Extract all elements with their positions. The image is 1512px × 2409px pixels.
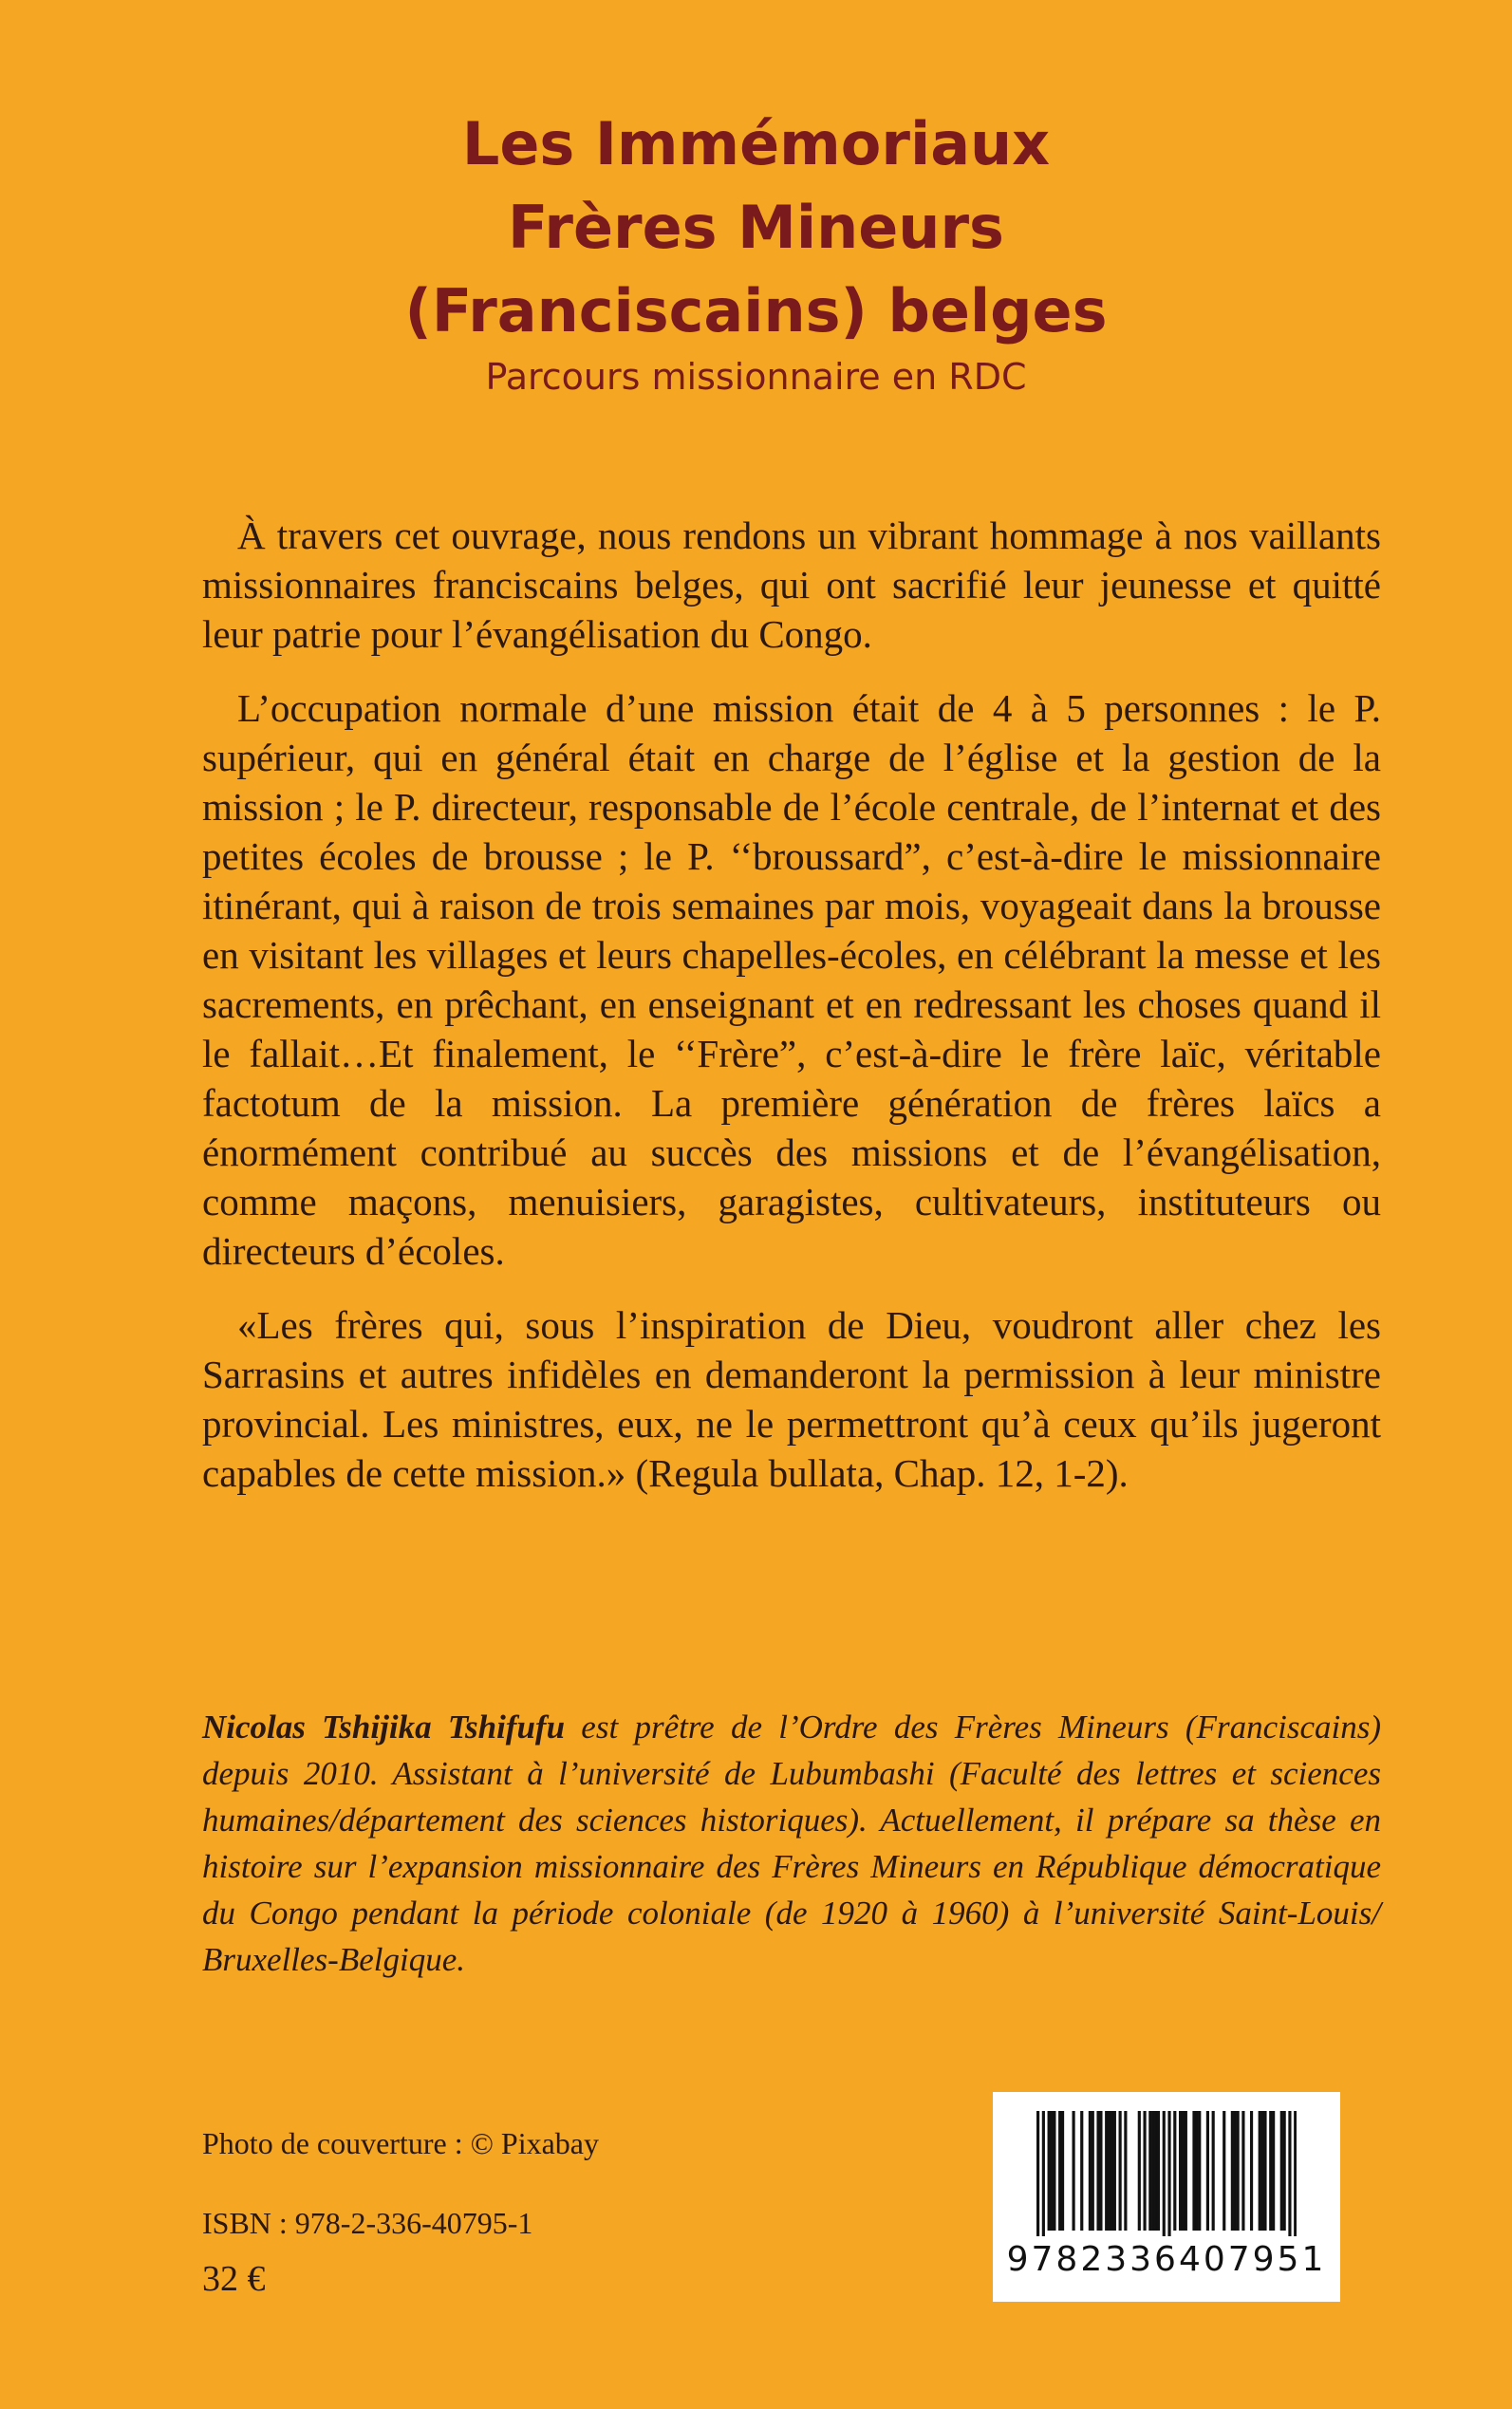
barcode-bar bbox=[1182, 2111, 1185, 2231]
back-cover-blurb bbox=[202, 511, 1381, 1522]
barcode-bar bbox=[1261, 2111, 1264, 2231]
blurb-paragraph: À travers cet ouvrage, nous rendons un vibrant hommage à nos vaillants missionnaires franciscains belges, qui ont sacrifié leur jeunesse et quitté leur patrie pour l’évangélisation du Congo. bbox=[202, 514, 1381, 656]
barcode-bar bbox=[1195, 2111, 1198, 2231]
author-bio-text: est prêtre de l’Ordre des Frères Mineurs (Franciscains) depuis 2010. Assistant à l’université de Lubumbashi (Faculté des lettres et sciences humaines/département des sciences historiques). Actuellement, il prépare sa thèse en histoire sur l’expansion missionnaire des Frères Mineurs en République démocratique du Congo pendant la période coloniale (de 1920 à 1960) à l’université Saint-Louis/ Bruxelles-Belgique. bbox=[202, 1709, 1381, 1978]
barcode-bar bbox=[1259, 2111, 1261, 2231]
barcode-bar bbox=[1263, 2111, 1266, 2231]
barcode-bar bbox=[1283, 2111, 1286, 2231]
barcode-bar bbox=[1061, 2111, 1064, 2231]
barcode-bar bbox=[1179, 2111, 1182, 2231]
barcode-bar bbox=[1089, 2111, 1092, 2231]
barcode-bar bbox=[1280, 2111, 1283, 2231]
barcode-bar bbox=[1111, 2111, 1113, 2231]
barcode-bar bbox=[1154, 2111, 1157, 2231]
barcode-bar bbox=[1105, 2111, 1108, 2231]
title-line: (Franciscains) belges bbox=[404, 276, 1108, 345]
barcode-bars bbox=[1036, 2111, 1297, 2236]
barcode-bar bbox=[1050, 2111, 1053, 2231]
barcode-bar bbox=[1108, 2111, 1111, 2231]
title-line: Frères Mineurs bbox=[508, 193, 1004, 262]
barcode-bar bbox=[1163, 2111, 1166, 2236]
barcode-bar bbox=[1241, 2111, 1244, 2231]
barcode-bar bbox=[1288, 2111, 1291, 2236]
barcode-bar bbox=[1080, 2111, 1083, 2231]
barcode-bar bbox=[1053, 2111, 1055, 2231]
author-bio bbox=[202, 1704, 1381, 1983]
barcode-bar bbox=[1099, 2111, 1102, 2231]
author-name: Nicolas Tshijika Tshifufu bbox=[202, 1709, 566, 1746]
title-line: Les Immémoriaux bbox=[461, 109, 1051, 178]
photo-credit: Photo de couverture : © Pixabay bbox=[202, 2126, 599, 2160]
barcode-bar bbox=[1206, 2111, 1209, 2231]
barcode-bar bbox=[1058, 2111, 1061, 2231]
barcode-digits: 9782336407951 bbox=[1006, 2240, 1327, 2279]
barcode-bar bbox=[1096, 2111, 1099, 2231]
barcode bbox=[993, 2092, 1340, 2302]
blurb-paragraph: L’occupation normale d’une mission était de 4 à 5 personnes : le P. supérieur, qui en général était en charge de l’église et la gestion de la mission ; le P. directeur, responsable de l’école centrale, de l’internat et des petites écoles de brousse ; le P. ‘‘broussard”, c’est-à-dire le missionnaire itinérant, qui à raison de trois semaines par mois, voyageait dans la brousse en visitant les villages et leurs chapelles-écoles, en célébrant la messe et les sacrements, en prêchant, en enseignant et en redressant les choses quand il le fallait…Et finalement, le ‘‘Frère”, c’est-à-dire le frère laïc, véritable factotum de la mission. La première génération de frères laïcs a énormément contribué au succès des missions et de l’évangélisation, comme maçons, menuisiers, garagistes, cultivateurs, instituteurs ou directeurs d’écoles. bbox=[202, 686, 1381, 1273]
barcode-bar bbox=[1148, 2111, 1151, 2231]
barcode-bar bbox=[1173, 2111, 1176, 2231]
barcode-bar bbox=[1212, 2111, 1215, 2231]
barcode-bar bbox=[1138, 2111, 1141, 2231]
barcode-bar bbox=[1192, 2111, 1195, 2231]
barcode-bar bbox=[1294, 2111, 1297, 2236]
isbn: ISBN : 978-2-336-40795-1 bbox=[202, 2206, 533, 2240]
barcode-bar bbox=[1119, 2111, 1122, 2231]
barcode-bar bbox=[1198, 2111, 1201, 2231]
barcode-bar bbox=[1272, 2111, 1275, 2231]
barcode-bar bbox=[1151, 2111, 1154, 2231]
barcode-bar bbox=[1231, 2111, 1234, 2231]
barcode-bar bbox=[1185, 2111, 1187, 2231]
barcode-bar bbox=[1269, 2111, 1272, 2231]
barcode-bar bbox=[1036, 2111, 1039, 2236]
book-title bbox=[0, 103, 1512, 353]
barcode-bar bbox=[1234, 2111, 1237, 2231]
barcode-bar bbox=[1048, 2111, 1051, 2231]
barcode-bar bbox=[1223, 2111, 1225, 2231]
book-subtitle: Parcours missionnaire en RDC bbox=[485, 356, 1027, 398]
barcode-bar bbox=[1072, 2111, 1074, 2231]
barcode-bar bbox=[1157, 2111, 1160, 2231]
barcode-bar bbox=[1237, 2111, 1240, 2231]
barcode-bar bbox=[1167, 2111, 1170, 2236]
barcode-bar bbox=[1092, 2111, 1094, 2231]
barcode-bar bbox=[1143, 2111, 1146, 2231]
barcode-bar bbox=[1250, 2111, 1253, 2231]
blurb-paragraph: «Les frères qui, sous l’inspiration de Dieu, voudront aller chez les Sarrasins et autres infidèles en demanderont la permission à leur ministre provincial. Les ministres, eux, ne le permettront qu’à ceux qu’ils jugeront capables de cette mission.» (Regula bullata, Chap. 12, 1-2). bbox=[202, 1303, 1381, 1495]
barcode-bar bbox=[1113, 2111, 1116, 2231]
barcode-bar bbox=[1124, 2111, 1127, 2231]
price: 32 € bbox=[202, 2259, 266, 2299]
barcode-bar bbox=[1042, 2111, 1045, 2236]
